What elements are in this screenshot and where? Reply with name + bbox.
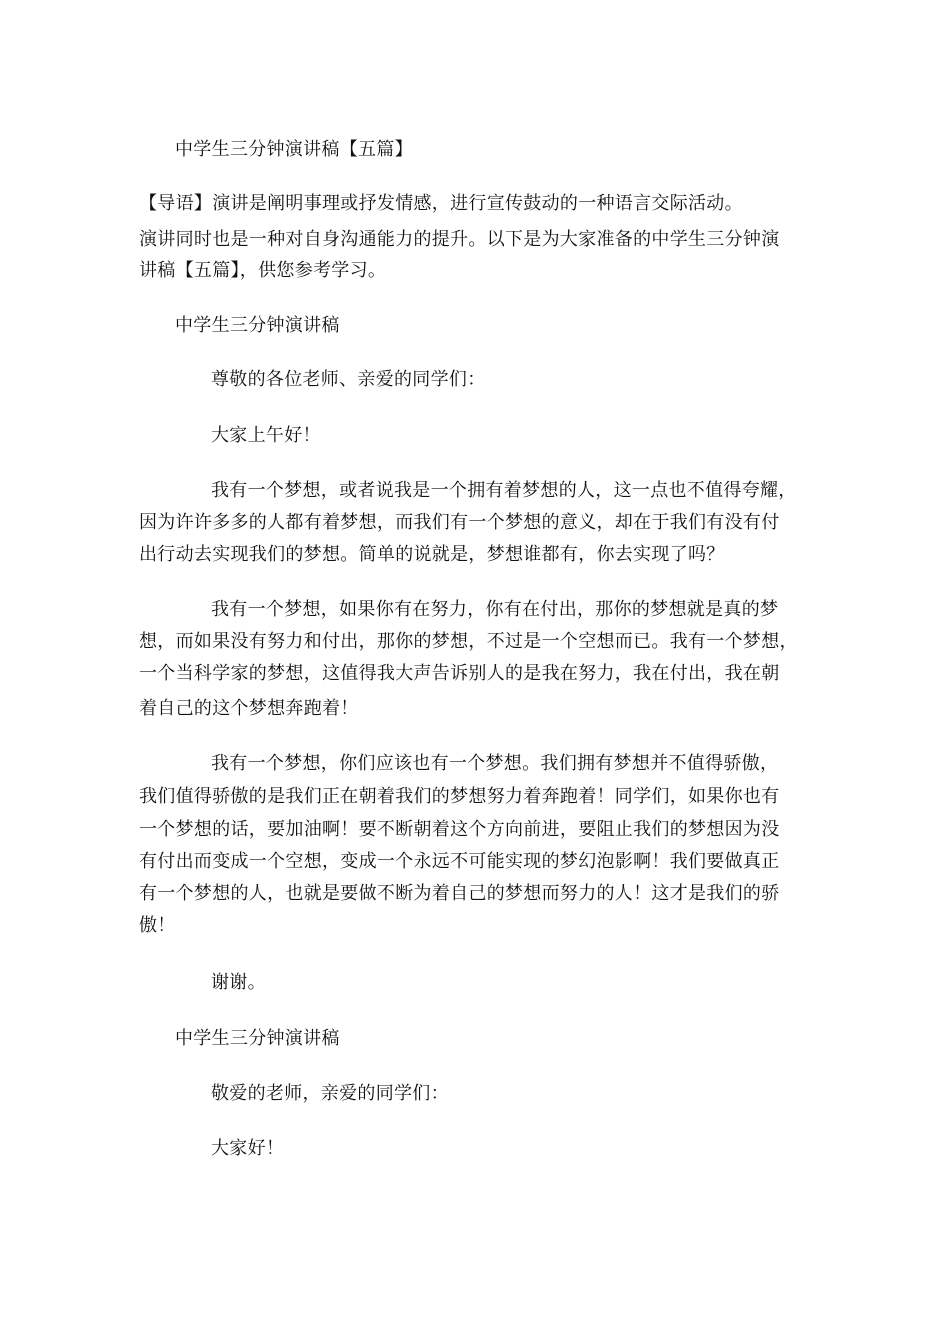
speech1-closing: 谢谢。 [211,972,266,993]
speech1-p2-line-4: 着自己的这个梦想奔跑着！ [139,698,359,719]
intro-line-1: 【导语】演讲是阐明事理或抒发情感，进行宣传鼓动的一种语言交际活动。 [139,193,743,214]
speech2-salutation: 敬爱的老师，亲爱的同学们： [211,1083,449,1104]
speech1-p3-line-6: 傲！ [139,915,176,936]
speech1-p2-line-1: 我有一个梦想，如果你有在努力，你有在付出，那你的梦想就是真的梦 [211,599,779,620]
speech1-greeting: 大家上午好！ [211,425,321,446]
speech1-p2-line-2: 想，而如果没有努力和付出，那你的梦想，不过是一个空想而已。我有一个梦想， [139,631,798,652]
speech1-salutation: 尊敬的各位老师、亲爱的同学们： [211,369,486,390]
speech1-p3-line-4: 有付出而变成一个空想，变成一个永远不可能实现的梦幻泡影啊！我们要做真正 [139,851,780,872]
speech1-p3-line-5: 有一个梦想的人，也就是要做不断为着自己的梦想而努力的人！这才是我们的骄 [139,883,780,904]
speech1-p1-line-1: 我有一个梦想，或者说我是一个拥有着梦想的人，这一点也不值得夸耀， [211,480,797,501]
speech1-p1-line-3: 出行动去实现我们的梦想。简单的说就是，梦想谁都有，你去实现了吗？ [139,544,725,565]
speech1-p3-line-3: 一个梦想的话，要加油啊！要不断朝着这个方向前进，要阻止我们的梦想因为没 [139,819,780,840]
intro-line-2: 演讲同时也是一种对自身沟通能力的提升。以下是为大家准备的中学生三分钟演 [139,229,780,250]
speech1-heading: 中学生三分钟演讲稿 [175,315,340,336]
speech1-p3-line-1: 我有一个梦想，你们应该也有一个梦想。我们拥有梦想并不值得骄傲， [211,753,779,774]
speech2-greeting: 大家好！ [211,1138,285,1159]
speech2-heading: 中学生三分钟演讲稿 [175,1028,340,1049]
speech1-p2-line-3: 一个当科学家的梦想，这值得我大声告诉别人的是我在努力，我在付出，我在朝 [139,663,780,684]
speech1-p3-line-2: 我们值得骄傲的是我们正在朝着我们的梦想努力着奔跑着！同学们，如果你也有 [139,786,780,807]
speech1-p1-line-2: 因为许许多多的人都有着梦想，而我们有一个梦想的意义，却在于我们有没有付 [139,512,780,533]
intro-line-3: 讲稿【五篇】，供您参考学习。 [139,260,387,281]
document-title: 中学生三分钟演讲稿【五篇】 [175,139,413,160]
